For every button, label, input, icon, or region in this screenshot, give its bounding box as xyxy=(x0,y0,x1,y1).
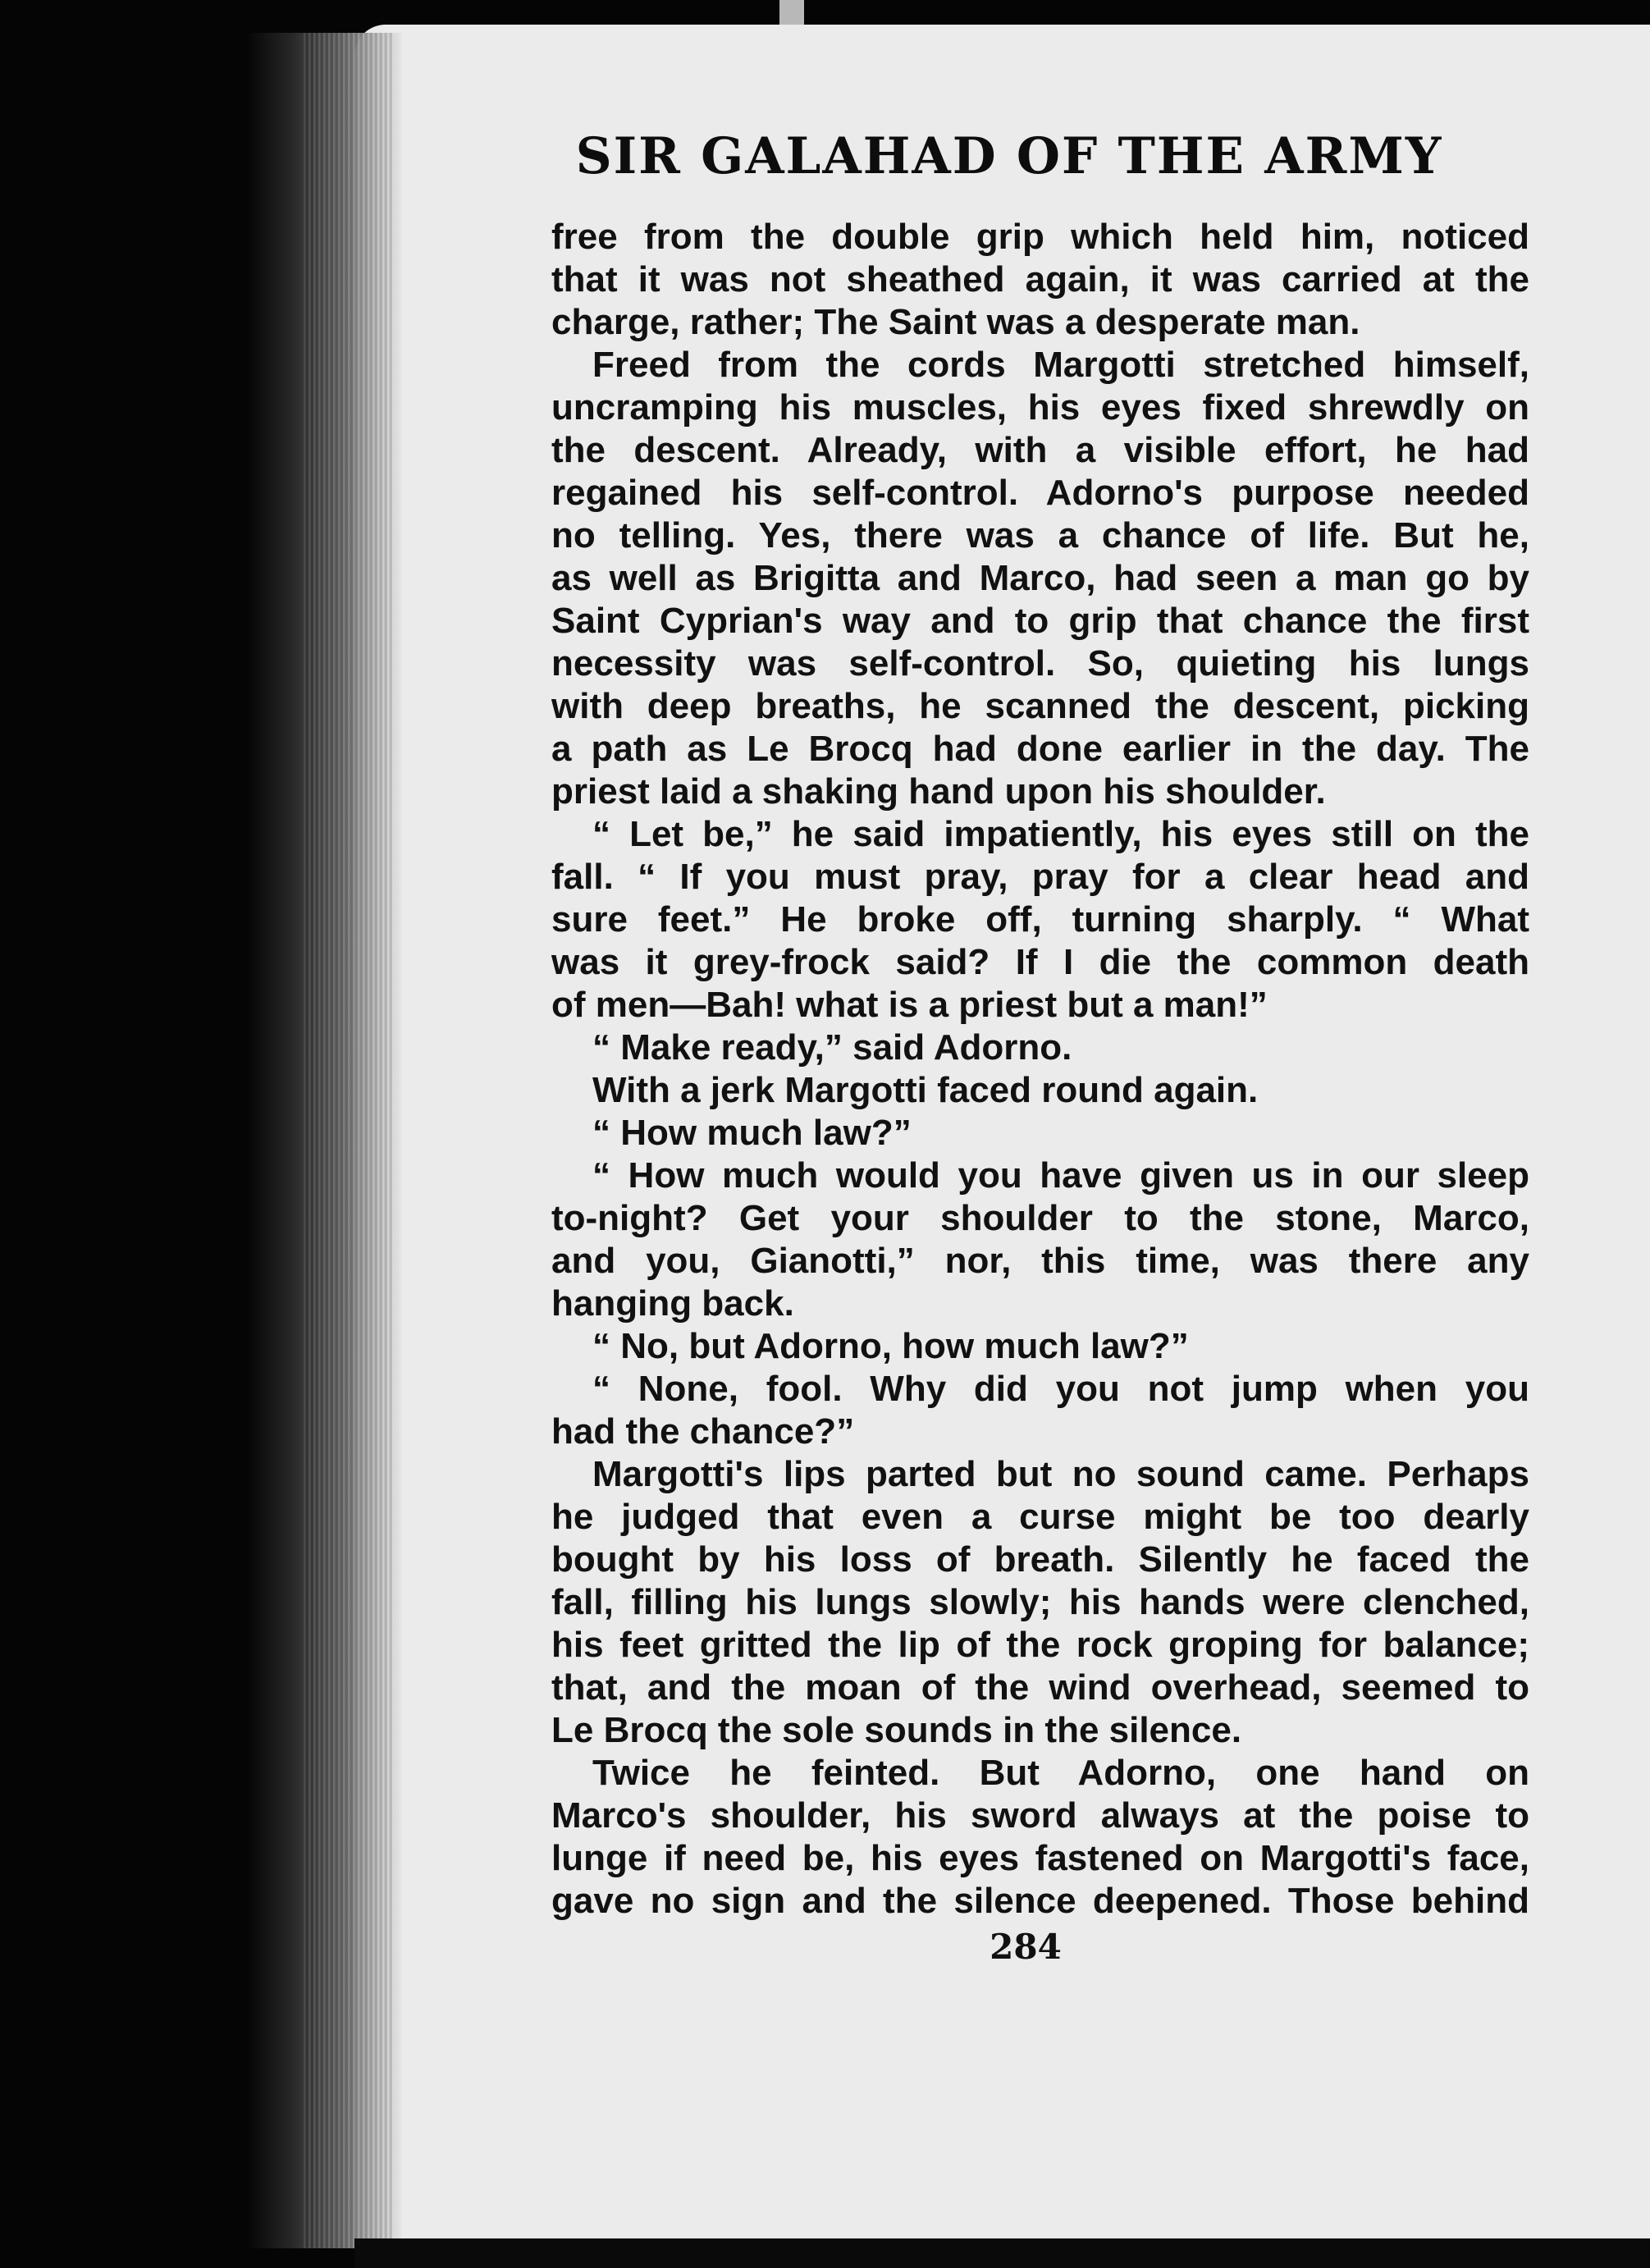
paragraph xyxy=(551,1453,1529,1752)
text-line: of men—Bah! what is a priest but a man!” xyxy=(551,985,1268,1025)
paragraph xyxy=(551,1027,1529,1069)
paragraph xyxy=(551,1752,1529,1923)
text-line: as well as Brigitta and Marco, had seen a man go by xyxy=(551,558,1529,598)
text-line: with deep breaths, he scanned the descent, picking xyxy=(551,686,1529,726)
text-line: a path as Le Brocq had done earlier in the day. The xyxy=(551,729,1529,769)
text-line: free from the double grip which held him, noticed xyxy=(551,217,1529,257)
text-line: lunge if need be, his eyes fastened on Margotti's face, xyxy=(551,1838,1529,1878)
text-line: was it grey-frock said? If I die the common death xyxy=(551,942,1529,982)
text-line: Marco's shoulder, his sword always at the poise to xyxy=(551,1795,1529,1836)
text-line: to-night? Get your shoulder to the stone, Marco, xyxy=(551,1198,1529,1238)
text-line: “ None, fool. Why did you not jump when you xyxy=(592,1369,1529,1409)
paragraph xyxy=(551,813,1529,1027)
paragraph xyxy=(551,1112,1529,1155)
paragraph xyxy=(551,1325,1529,1368)
running-head: SIR GALAHAD OF THE ARMY xyxy=(575,127,1443,185)
paragraph xyxy=(551,216,1529,344)
paragraph xyxy=(551,1155,1529,1325)
text-line: “ No, but Adorno, how much law?” xyxy=(592,1326,1189,1366)
text-line: he judged that even a curse might be too dearly xyxy=(551,1497,1529,1537)
text-line: gave no sign and the silence deepened. Those behind xyxy=(551,1881,1529,1921)
text-line: Freed from the cords Margotti stretched himself, xyxy=(592,345,1529,385)
text-line: “ Let be,” he said impatiently, his eyes still on the xyxy=(592,814,1529,854)
text-line: “ How much law?” xyxy=(592,1113,912,1153)
scan-artifact xyxy=(779,0,804,25)
text-line: bought by his loss of breath. Silently he faced the xyxy=(551,1539,1529,1580)
text-line: his feet gritted the lip of the rock groping for balance; xyxy=(551,1625,1529,1665)
text-line: Saint Cyprian's way and to grip that chance the first xyxy=(551,601,1529,641)
text-line: fall. “ If you must pray, pray for a clear head and xyxy=(551,857,1529,897)
body-text xyxy=(551,216,1529,1923)
text-line: no telling. Yes, there was a chance of life. But he, xyxy=(551,515,1529,556)
paragraph xyxy=(551,1069,1529,1112)
text-line: that, and the moan of the wind overhead, seemed to xyxy=(551,1667,1529,1708)
paragraph xyxy=(551,1368,1529,1453)
text-line: “ Make ready,” said Adorno. xyxy=(592,1027,1072,1068)
text-line: Twice he feinted. But Adorno, one hand on xyxy=(592,1753,1529,1793)
paragraph xyxy=(551,344,1529,813)
text-line: that it was not sheathed again, it was carried at the xyxy=(551,259,1529,300)
text-line: hanging back. xyxy=(551,1283,794,1324)
text-line: Margotti's lips parted but no sound came. Perhaps xyxy=(592,1454,1529,1494)
text-line: and you, Gianotti,” nor, this time, was there any xyxy=(551,1241,1529,1281)
text-line: necessity was self-control. So, quieting his lungs xyxy=(551,643,1529,684)
gutter-streaks xyxy=(304,33,394,2248)
text-line: uncramping his muscles, his eyes fixed shrewdly on xyxy=(551,387,1529,428)
text-line: had the chance?” xyxy=(551,1411,855,1452)
text-line: With a jerk Margotti faced round again. xyxy=(592,1070,1259,1110)
text-line: regained his self-control. Adorno's purpose needed xyxy=(551,473,1529,513)
text-line: priest laid a shaking hand upon his shoulder. xyxy=(551,771,1326,812)
text-line: the descent. Already, with a visible effort, he had xyxy=(551,430,1529,470)
text-line: charge, rather; The Saint was a desperate man. xyxy=(551,302,1360,342)
text-line: fall, filling his lungs slowly; his hands were clenched, xyxy=(551,1582,1529,1622)
text-line: “ How much would you have given us in our sleep xyxy=(592,1155,1529,1196)
page-bottom-edge xyxy=(354,2238,1650,2268)
page-number: 284 xyxy=(990,1927,1062,1967)
text-line: sure feet.” He broke off, turning sharply. “ What xyxy=(551,899,1529,940)
text-line: Le Brocq the sole sounds in the silence. xyxy=(551,1710,1242,1750)
